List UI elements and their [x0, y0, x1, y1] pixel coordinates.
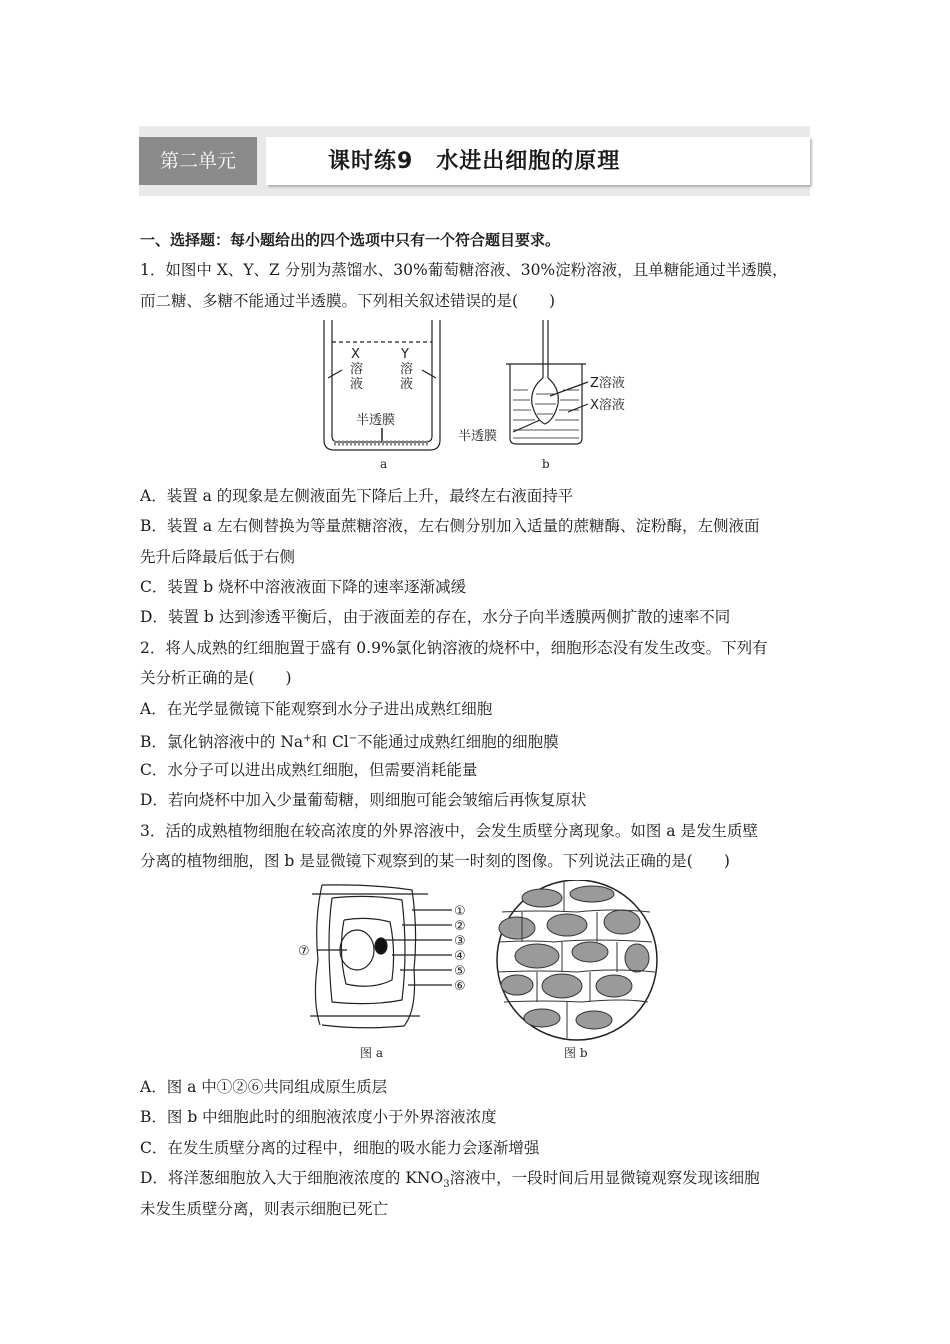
a-label-y: Y: [401, 347, 409, 362]
label-3: ③: [454, 934, 466, 949]
q1-option-c: C．装置 b 烧杯中溶液液面下降的速率逐渐减缓: [140, 578, 467, 596]
q3-stem-line1: 3．活的成熟植物细胞在较高浓度的外界溶液中，会发生质壁分离现象。如图 a 是发生质壁: [140, 822, 758, 840]
u-tube-apparatus: [324, 320, 440, 450]
q3-option-d-line1: [140, 1167, 760, 1196]
label-2: ②: [454, 919, 466, 934]
q1-option-a: A．装置 a 的现象是左侧液面先下降后上升，最终左右液面持平: [140, 487, 574, 505]
q2-option-d: D．若向烧杯中加入少量葡萄糖，则细胞可能会皱缩后再恢复原状: [140, 791, 587, 809]
q3-figure: [292, 880, 662, 1065]
fig-b-caption: 图 b: [564, 1046, 588, 1060]
q2-option-b-text1: B．氯化钠溶液中的 Na: [140, 733, 304, 752]
q3-option-d-text2: 溶液中，一段时间后用显微镜观察发现该细胞: [449, 1169, 760, 1187]
unit-label: 第二单元: [139, 137, 257, 185]
b-membrane-label: 半透膜: [458, 429, 498, 444]
beaker-apparatus: [506, 320, 588, 444]
kno3-subscript: 3: [443, 1179, 450, 1191]
cl-charge: −: [348, 733, 358, 744]
section-heading: 一、选择题：每小题给出的四个选项中只有一个符合题目要求。: [140, 231, 561, 249]
label-4: ④: [454, 949, 466, 964]
q2-option-b-text2: 和 Cl: [311, 733, 349, 752]
q2-stem-line1: 2．将人成熟的红细胞置于盛有 0.9%氯化钠溶液的烧杯中，细胞形态没有发生改变。下列有: [140, 639, 768, 657]
q1-stem-line1: 1．如图中 X、Y、Z 分别为蒸馏水、30%葡萄糖溶液、30%淀粉溶液，且单糖能通过半透膜，: [140, 261, 788, 279]
q1-figure: [318, 320, 648, 475]
q1-option-d: D．装置 b 达到渗透平衡后，由于液面差的存在，水分子向半透膜两侧扩散的速率不同: [140, 608, 731, 626]
q3-option-d-text1: D．将洋葱细胞放入大于细胞液浓度的 KNO: [140, 1169, 444, 1187]
q1-stem-line2: 而二糖、多糖不能通过半透膜。下列相关叙述错误的是( ): [140, 292, 556, 310]
page-title: 课时练9 水进出细胞的原理: [328, 149, 621, 174]
q1-option-b-line1: B．装置 a 左右侧替换为等量蔗糖溶液，左右侧分别加入适量的蔗糖酶、淀粉酶，左侧液面: [140, 517, 760, 535]
q3-option-d-line2: 未发生质壁分离，则表示细胞已死亡: [140, 1200, 389, 1218]
plant-cell-diagram: [310, 885, 452, 1028]
a-label-ye-right: 液: [400, 377, 414, 392]
q2-option-b-text3: 不能通过成熟红细胞的细胞膜: [357, 733, 559, 752]
q2-option-b: [140, 728, 559, 753]
q2-option-c: C．水分子可以进出成熟红细胞，但需要消耗能量: [140, 761, 478, 779]
label-7: ⑦: [298, 944, 310, 959]
a-label-rong-left: 溶: [350, 362, 364, 377]
q1-option-b-line2: 先升后降最后低于右侧: [140, 548, 296, 566]
a-caption: a: [380, 457, 388, 471]
label-5: ⑤: [454, 964, 466, 979]
label-6: ⑥: [454, 979, 466, 994]
label-1: ①: [454, 904, 466, 919]
q3-option-b: B．图 b 中细胞此时的细胞液浓度小于外界溶液浓度: [140, 1108, 497, 1126]
a-membrane-label: 半透膜: [356, 413, 396, 428]
b-caption: b: [542, 457, 550, 471]
q3-option-c: C．在发生质壁分离的过程中，细胞的吸水能力会逐渐增强: [140, 1139, 540, 1157]
b-z-label: Z溶液: [590, 376, 625, 391]
a-label-x: X: [351, 347, 360, 362]
q3-stem-line2: 分离的植物细胞，图 b 是显微镜下观察到的某一时刻的图像。下列说法正确的是( ): [140, 852, 730, 870]
q2-stem-line2: 关分析正确的是( ): [140, 669, 292, 687]
a-label-ye-left: 液: [350, 377, 364, 392]
na-charge: +: [303, 733, 312, 744]
a-label-rong-right: 溶: [400, 362, 414, 377]
q2-option-a: A．在光学显微镜下能观察到水分子进出成熟红细胞: [140, 700, 493, 718]
fig-a-caption: 图 a: [360, 1046, 383, 1060]
microscope-view: [497, 880, 657, 1040]
q3-option-a: A．图 a 中①②⑥共同组成原生质层: [140, 1078, 388, 1096]
b-x-label: X溶液: [590, 398, 625, 413]
